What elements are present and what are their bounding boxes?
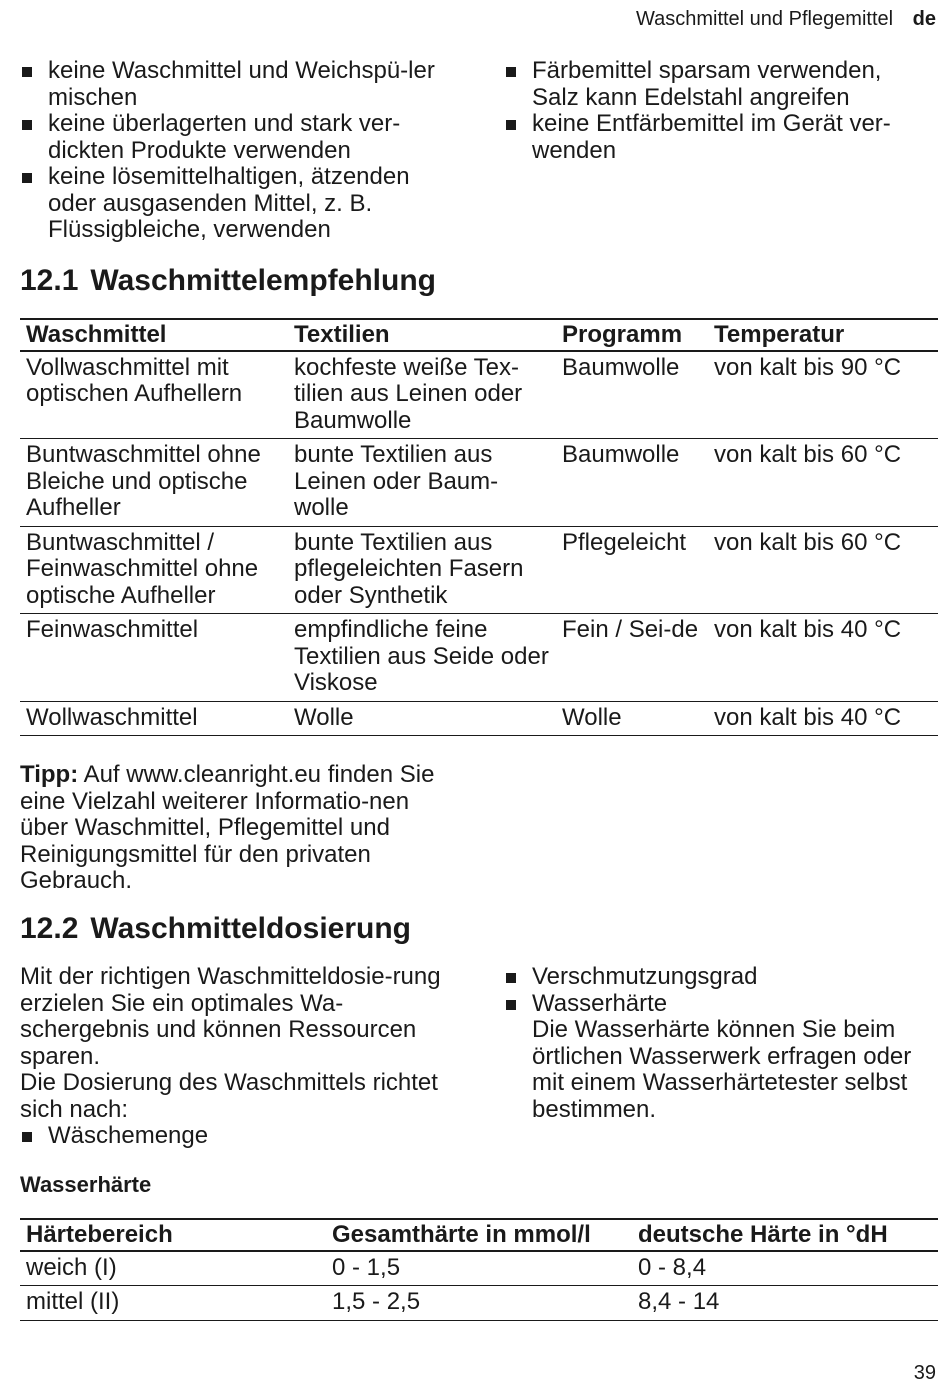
list-item-label: Wasserhärte (532, 989, 668, 1017)
dosing-paragraph: Mit der richtigen Waschmitteldosie-rung erzielen Sie ein optimales Wa-schergebnis und können Ressourcen sparen. (20, 963, 441, 1070)
dosing-left-list (20, 1123, 460, 1150)
dosing-right-column (504, 964, 934, 1123)
header-language: de (912, 8, 936, 30)
list-item: keine überlagerten und stark ver-dickten Produkte verwenden (20, 111, 460, 164)
column-header: Temperatur (708, 319, 938, 351)
table-cell: 1,5 - 2,5 (326, 1286, 632, 1321)
dosing-left-column (20, 964, 460, 1150)
list-item (504, 991, 934, 1124)
tip-text: Auf www.cleanright.eu finden Sie eine Vielzahl weiterer Informatio-nen über Waschmittel, Pflegemittel und Reinigungsmittel für den privaten Gebrauch. (20, 761, 435, 894)
table-cell: Baumwolle (556, 351, 708, 439)
list-item: Färbemittel sparsam verwenden, Salz kann Edelstahl angreifen (504, 58, 934, 111)
dosing-right-list (504, 964, 934, 1123)
section-heading-12-2 (20, 912, 411, 946)
list-item: keine Waschmittel und Weichspü-ler mischen (20, 58, 460, 111)
table-cell: Pflegeleicht (556, 526, 708, 614)
table-cell: bunte Textilien aus Leinen oder Baum-wolle (288, 439, 556, 527)
page-number: 39 (913, 1362, 936, 1384)
list-item: keine Entfärbemittel im Gerät ver-wenden (504, 111, 934, 164)
table-row (20, 526, 938, 614)
intro-left-list (20, 58, 460, 244)
intro-right-list (504, 58, 934, 164)
water-hardness-note: Die Wasserhärte können Sie beim örtlichen Wasserwerk erfragen oder mit einem Wasserhärtetester selbst bestimmen. (532, 1016, 912, 1123)
table-cell: 0 - 1,5 (326, 1251, 632, 1286)
table-cell: empfindliche feine Textilien aus Seide oder Viskose (288, 614, 556, 702)
tip-label: Tipp: (20, 761, 79, 788)
list-item: keine lösemittelhaltigen, ätzenden oder ausgasenden Mittel, z. B. Flüssigbleiche, verwenden (20, 164, 460, 244)
list-item: Wäschemenge (20, 1123, 460, 1150)
tip-paragraph (20, 762, 460, 895)
table-header-row (20, 1219, 938, 1251)
running-header (636, 8, 936, 31)
section-number: 12.1 (20, 264, 79, 297)
section-title: Waschmitteldosierung (90, 912, 411, 945)
table-cell: Feinwaschmittel (20, 614, 288, 702)
intro-left-column (20, 58, 460, 244)
section-number: 12.2 (20, 912, 79, 945)
table-cell: von kalt bis 40 °C (708, 701, 938, 736)
column-header: Gesamthärte in mmol/l (326, 1219, 632, 1251)
list-item: Verschmutzungsgrad (504, 964, 934, 991)
table-cell: von kalt bis 60 °C (708, 526, 938, 614)
table-cell: 8,4 - 14 (632, 1286, 938, 1321)
dosing-paragraph: Die Dosierung des Waschmittels richtet sich nach: (20, 1069, 438, 1123)
column-header: Programm (556, 319, 708, 351)
table-row (20, 439, 938, 527)
sub-heading-water-hardness: Wasserhärte (20, 1172, 152, 1197)
table-row (20, 701, 938, 736)
table-cell: Wolle (288, 701, 556, 736)
table-cell: kochfeste weiße Tex-tilien aus Leinen oder Baumwolle (288, 351, 556, 439)
column-header: Waschmittel (20, 319, 288, 351)
table-cell: bunte Textilien aus pflegeleichten Fasern oder Synthetik (288, 526, 556, 614)
table-cell: Wolle (556, 701, 708, 736)
table-cell: von kalt bis 40 °C (708, 614, 938, 702)
detergent-recommendation-table (20, 318, 938, 736)
header-title: Waschmittel und Pflegemittel (635, 8, 894, 30)
table-cell: 0 - 8,4 (632, 1251, 938, 1286)
intro-right-column (504, 58, 934, 164)
table-header-row (20, 319, 938, 351)
table-row (20, 614, 938, 702)
table-cell: Baumwolle (556, 439, 708, 527)
water-hardness-table (20, 1218, 938, 1321)
table-cell: von kalt bis 90 °C (708, 351, 938, 439)
table-row (20, 1286, 938, 1321)
table-cell: Fein / Sei-de (556, 614, 708, 702)
section-title: Waschmittelempfehlung (90, 264, 436, 297)
column-header: Härtebereich (20, 1219, 326, 1251)
table-cell: Buntwaschmittel / Feinwaschmittel ohne optische Aufheller (20, 526, 288, 614)
table-cell: Buntwaschmittel ohne Bleiche und optische Aufheller (20, 439, 288, 527)
column-header: deutsche Härte in °dH (632, 1219, 938, 1251)
section-heading-12-1 (20, 264, 436, 298)
table-cell: weich (I) (20, 1251, 326, 1286)
table-cell: von kalt bis 60 °C (708, 439, 938, 527)
table-cell: mittel (II) (20, 1286, 326, 1321)
table-cell: Wollwaschmittel (20, 701, 288, 736)
table-row (20, 351, 938, 439)
table-row (20, 1251, 938, 1286)
column-header: Textilien (288, 319, 556, 351)
table-cell: Vollwaschmittel mit optischen Aufhellern (20, 351, 288, 439)
